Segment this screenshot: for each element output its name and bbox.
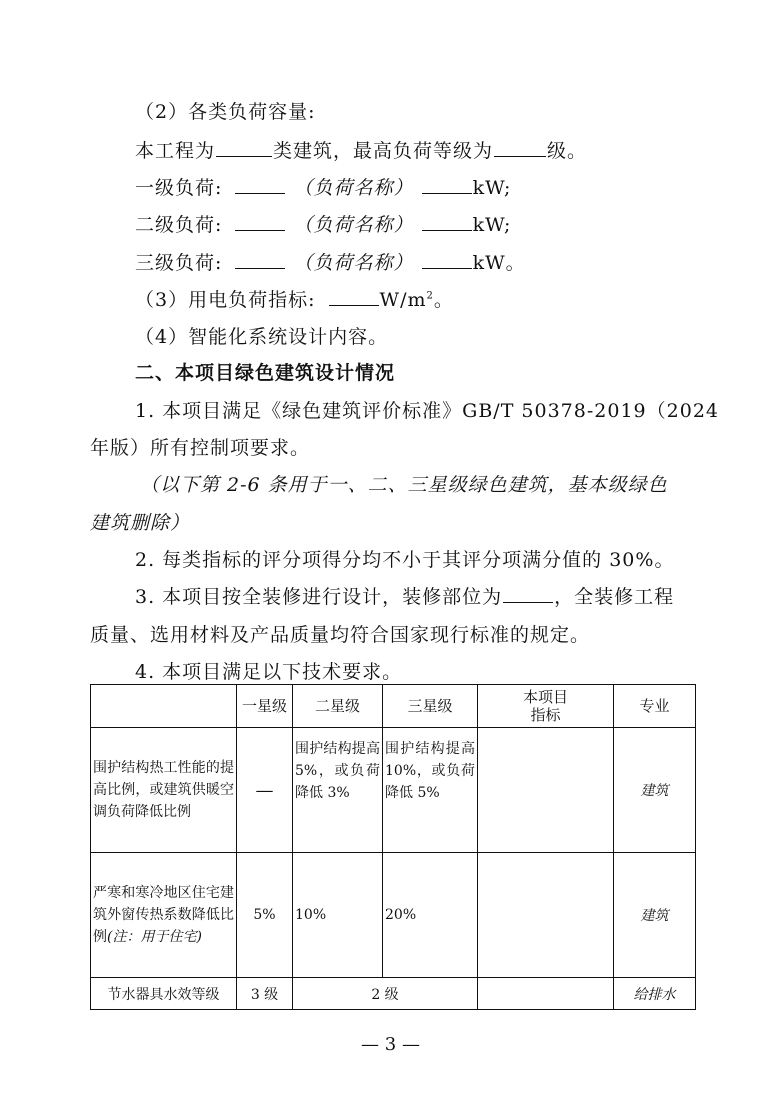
- header-star1: 一星级: [237, 685, 293, 728]
- tech-requirements-table: [90, 684, 696, 1010]
- load2-value-blank[interactable]: [235, 212, 285, 231]
- note-line2: 建筑删除）: [90, 512, 191, 534]
- building-text-mid: 类建筑，最高负荷等级为: [273, 140, 494, 162]
- row1-star1: —: [237, 728, 293, 853]
- header-star3: 三星级: [383, 685, 478, 728]
- item3-text-post: ，全装修工程: [554, 586, 675, 608]
- load3-name-hint: （负荷名称）: [293, 252, 414, 274]
- load1-kw-blank[interactable]: [422, 175, 472, 194]
- section3-heading: （3）用电负荷指标:: [135, 289, 316, 311]
- load1-value-blank[interactable]: [235, 175, 285, 194]
- decoration-scope-blank[interactable]: [503, 584, 553, 603]
- load2-label: 二级负荷:: [135, 214, 223, 236]
- building-class-line: [135, 136, 587, 163]
- load3-unit: kW。: [472, 252, 526, 274]
- load3-kw-blank[interactable]: [422, 250, 472, 269]
- part2-title: 二、本项目绿色建筑设计情况: [135, 362, 396, 384]
- row2-discipline: 建筑: [614, 853, 696, 978]
- header-star2: 二星级: [293, 685, 383, 728]
- row3-item: 节水器具水效等级: [91, 978, 237, 1010]
- row1-discipline: 建筑: [614, 728, 696, 853]
- item1-line1: 1. 本项目满足《绿色建筑评价标准》GB/T 50378-2019（2024: [135, 400, 719, 422]
- table-header-row: [91, 685, 696, 728]
- load2-kw-blank[interactable]: [422, 212, 472, 231]
- power-index-unit-sup: 2: [426, 290, 434, 302]
- row2-item-note: (注：用于住宅): [107, 929, 202, 945]
- row3-discipline: 给排水: [614, 978, 696, 1010]
- load1-unit: kW;: [472, 177, 512, 199]
- page-number: — 3 —: [361, 1034, 420, 1055]
- table-row: [91, 728, 696, 853]
- item3-line1: [135, 582, 674, 609]
- item4-line: 4. 本项目满足以下技术要求。: [135, 661, 403, 683]
- row2-item-main: 严寒和寒冷地区住宅建筑外窗传热系数降低比例: [93, 885, 234, 945]
- row1-star2: 围护结构提高 5%，或负荷降低 3%: [293, 728, 383, 853]
- item3-line2: 质量、选用材料及产品质量均符合国家现行标准的规定。: [90, 624, 591, 646]
- row2-item: [91, 853, 237, 978]
- building-class-blank[interactable]: [216, 138, 272, 157]
- header-item: [91, 685, 237, 728]
- row3-star23: 2 级: [293, 978, 478, 1010]
- load2-name-hint: （负荷名称）: [293, 214, 414, 236]
- header-discipline: 专业: [614, 685, 696, 728]
- building-text-post: 级。: [547, 140, 588, 162]
- load3-line: [135, 248, 526, 275]
- building-text-pre: 本工程为: [135, 140, 216, 162]
- row1-project-index[interactable]: [478, 728, 614, 853]
- item1-line2: 年版）所有控制项要求。: [90, 437, 311, 459]
- load3-value-blank[interactable]: [235, 250, 285, 269]
- row2-star3: 20%: [383, 853, 478, 978]
- load1-line: [135, 173, 511, 200]
- row1-star3: 围护结构提高 10%，或负荷降低 5%: [383, 728, 478, 853]
- power-index-blank[interactable]: [329, 287, 379, 306]
- row2-star1: 5%: [237, 853, 293, 978]
- item3-text-pre: 3. 本项目按全装修进行设计，装修部位为: [135, 586, 503, 608]
- section4-heading: （4）智能化系统设计内容。: [135, 326, 389, 348]
- row2-star2: 10%: [293, 853, 383, 978]
- load1-label: 一级负荷:: [135, 177, 223, 199]
- row3-project-index[interactable]: [478, 978, 614, 1010]
- section3-line: [135, 285, 454, 312]
- item2-line: 2. 每类指标的评分项得分均不小于其评分项满分值的 30%。: [135, 549, 675, 571]
- load-grade-blank[interactable]: [494, 138, 546, 157]
- note-line1: （以下第 2-6 条用于一、二、三星级绿色建筑，基本级绿色: [140, 474, 668, 496]
- table-row: [91, 853, 696, 978]
- header-project-index: 本项目指标: [478, 685, 614, 728]
- power-index-unit-post: 。: [433, 289, 454, 311]
- power-index-unit: W/m: [379, 289, 427, 311]
- load3-label: 三级负荷:: [135, 252, 223, 274]
- row1-item: 围护结构热工性能的提高比例，或建筑供暖空调负荷降低比例: [91, 728, 237, 853]
- load1-name-hint: （负荷名称）: [293, 177, 414, 199]
- row3-star1: 3 级: [237, 978, 293, 1010]
- table-row: [91, 978, 696, 1010]
- load2-unit: kW;: [472, 214, 512, 236]
- load2-line: [135, 210, 511, 237]
- section2-heading: （2）各类负荷容量:: [135, 101, 316, 123]
- row2-project-index[interactable]: [478, 853, 614, 978]
